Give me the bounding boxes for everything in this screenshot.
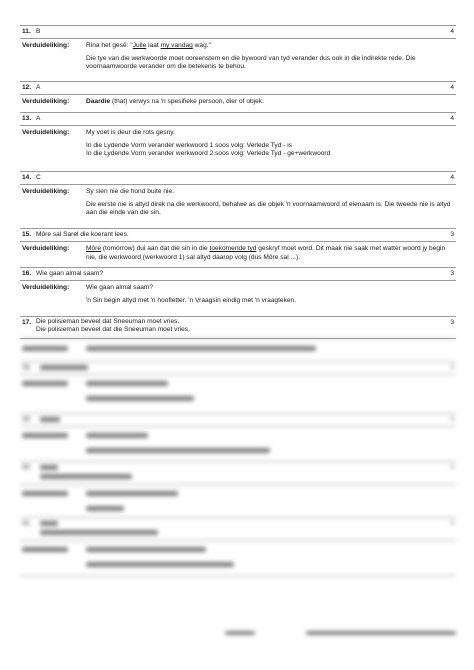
answer: A	[36, 115, 41, 122]
explanation-note: In die Lydende Vorm verander werkwoord 1 soos volg: Verlede Tyd - is In die Lydende Vorm verander werkwoord 2 soos volg: Verlede Tyd - ge+werkwoord	[86, 141, 331, 158]
blurred-question: 18. 3	[20, 361, 456, 409]
question-13	[20, 112, 456, 172]
question-number: 11.	[22, 28, 31, 35]
explanation-note: 'n Sin begin altyd met 'n hoofletter. 'n Vraagsin eindig met 'n vraagteken.	[86, 296, 297, 304]
blurred-row	[20, 338, 456, 362]
blurred-question: 21. 3	[20, 517, 456, 576]
explanation-sentence: Wie gaan almal saam?	[86, 284, 154, 291]
question-number: 16.	[22, 270, 32, 277]
question-header	[20, 317, 456, 339]
blurred-question: 19. 3	[20, 413, 456, 461]
explanation-sentence: Daardie (that) verwys na 'n spesifieke persoon, dier of objek.	[86, 98, 264, 105]
answer: C	[36, 174, 41, 181]
explanation-label: Verduideliking:	[22, 42, 70, 49]
marks: 4	[450, 28, 454, 35]
question-header	[20, 26, 456, 39]
explanation-label: Verduideliking:	[22, 245, 70, 252]
marks: 4	[450, 174, 454, 181]
marks: 3	[450, 319, 454, 326]
explanation	[20, 185, 456, 229]
answer: B	[36, 28, 41, 35]
question-header	[20, 113, 456, 126]
question-16	[20, 267, 456, 317]
question-15	[20, 228, 456, 268]
question-number: 14.	[22, 174, 32, 181]
question-number: 15.	[22, 231, 32, 238]
answer: Wie gaan almal saam?	[36, 270, 104, 277]
explanation-label: Verduideliking:	[22, 98, 70, 105]
answer: Die polisieman beveel dat Sneeuman moet vries. Die polisieman beveel dat die Sneeuman moet vries.	[36, 318, 190, 334]
question-header	[20, 172, 456, 185]
question-header	[20, 268, 456, 281]
marks: 3	[450, 231, 454, 238]
explanation-sentence: Rina het gesê: "Julle laat my vandag wag."	[86, 42, 211, 49]
question-header	[20, 82, 456, 95]
marks: 4	[450, 115, 454, 122]
answer: A	[36, 84, 41, 91]
question-12	[20, 81, 456, 112]
explanation-note: Die eerste nie is altyd direk na die werkwoord, behalwe as die objek 'n voornaamwoord of eienaam is. Die tweede nie is altyd aan die einde van die sin.	[86, 200, 451, 217]
explanation-sentence: Môre (tomorrow) dui aan dat die sin in die toekomende tyd geskryf moet word. Dit maak nie saak met watter woord jy begin nie, die werkwoord (werkwoord 1) sal altyd daarop volg (dus Môre sal ...).	[86, 245, 446, 261]
explanation-note: Die tye van die werkwoorde moet ooreenstem en die bywoord van tyd verander dus ook in die indirekte rede. Die voornaamwoorde verander om die betekenis te behou.	[86, 54, 416, 71]
explanation-sentence: My voet is deur die rots gesny.	[86, 129, 175, 136]
answer: Môre sal Sarel die koerant lees.	[36, 231, 129, 238]
explanation-label: Verduideliking:	[22, 188, 70, 195]
explanation	[20, 126, 456, 172]
explanation-label: Verduideliking:	[22, 129, 70, 136]
explanation-sentence: Sy sien nie die hond buite nie.	[86, 188, 174, 195]
blurred-question: 20. 3	[20, 461, 456, 519]
marks: 4	[450, 84, 454, 91]
question-17	[20, 316, 456, 339]
question-header	[20, 229, 456, 242]
marks: 3	[450, 270, 454, 277]
explanation	[20, 281, 456, 317]
question-14	[20, 171, 456, 229]
question-number: 13.	[22, 115, 32, 122]
question-number: 12.	[22, 84, 32, 91]
explanation	[20, 242, 456, 268]
explanation	[20, 95, 456, 112]
question-number: 17.	[22, 319, 32, 326]
explanation-label: Verduideliking:	[22, 284, 70, 291]
